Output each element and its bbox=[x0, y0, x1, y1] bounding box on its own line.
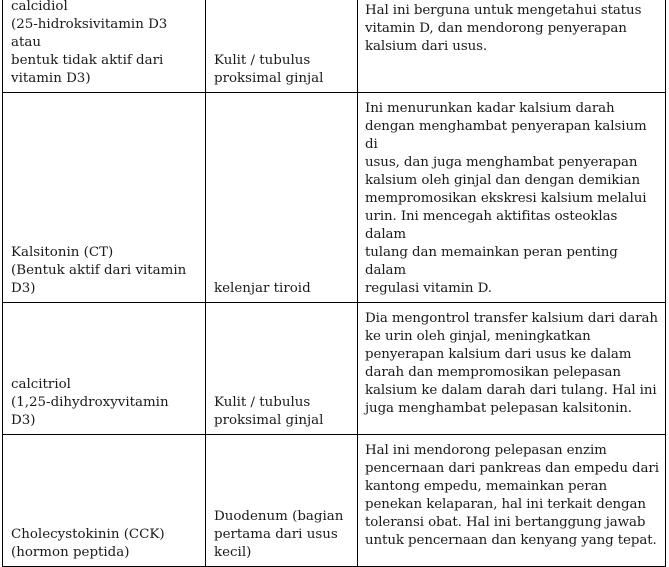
cell-line: pencernaan dari pankreas dan empedu dari bbox=[365, 461, 659, 476]
cell-line: kalsium dari usus. bbox=[365, 39, 488, 54]
hormone-name-cell bbox=[3, 93, 206, 303]
hormone-name-cell bbox=[3, 435, 206, 567]
cell-line: vitamin D, dan mendorong penyerapan bbox=[365, 21, 627, 36]
cell-line: juga menghambat pelepasan kalsitonin. bbox=[365, 401, 632, 416]
cell-line: mempromosikan ekskresi kalsium melalui bbox=[365, 191, 647, 206]
hormone-source-cell bbox=[206, 435, 358, 567]
cell-line: tulang dan memainkan peran penting dalam bbox=[365, 245, 618, 278]
cell-line: darah dan mempromosikan pelepasan bbox=[365, 365, 621, 380]
hormone-name-cell bbox=[3, 0, 206, 93]
cell-line: Kalsitonin (CT) bbox=[11, 245, 114, 260]
cell-line: Hal ini mendorong pelepasan enzim bbox=[365, 443, 607, 458]
cell-line: Kulit / tubulus bbox=[214, 53, 311, 68]
hormone-function-cell bbox=[358, 303, 666, 435]
cell-line: toleransi obat. Hal ini bertanggung jawab bbox=[365, 515, 646, 530]
cell-line: Dia mengontrol transfer kalsium dari darah bbox=[365, 311, 658, 326]
hormone-source-cell bbox=[206, 0, 358, 93]
cell-line: calcidiol bbox=[11, 0, 68, 14]
cell-line: kantong empedu, memainkan peran bbox=[365, 479, 608, 494]
cell-line: D3) bbox=[11, 281, 36, 296]
cell-line: (Bentuk aktif dari vitamin bbox=[11, 263, 187, 278]
table-row bbox=[3, 93, 666, 303]
cell-line: vitamin D3) bbox=[11, 71, 91, 86]
cell-line: kelenjar tiroid bbox=[214, 281, 311, 296]
cell-line: kalsium oleh ginjal dan dengan demikian bbox=[365, 173, 640, 188]
cell-line: dengan menghambat penyerapan kalsium di bbox=[365, 119, 647, 152]
cell-line: Hal ini berguna untuk mengetahui status bbox=[365, 3, 642, 18]
cell-line: (25-hidroksivitamin D3 atau bbox=[11, 17, 168, 50]
cell-line: (hormon peptida) bbox=[11, 545, 130, 560]
cell-line: proksimal ginjal bbox=[214, 413, 324, 428]
cell-line: kecil) bbox=[214, 545, 252, 560]
hormone-source-cell bbox=[206, 303, 358, 435]
cell-line: calcitriol bbox=[11, 377, 71, 392]
cell-line: bentuk tidak aktif dari bbox=[11, 53, 164, 68]
cell-line: proksimal ginjal bbox=[214, 71, 324, 86]
table-row bbox=[3, 435, 666, 567]
cell-line: regulasi vitamin D. bbox=[365, 281, 492, 296]
cell-line: ke urin oleh ginjal, meningkatkan bbox=[365, 329, 591, 344]
cell-line: urin. Ini mencegah aktifitas osteoklas dalam bbox=[365, 209, 618, 242]
cell-line: kalsium ke dalam darah dari tulang. Hal ini bbox=[365, 383, 657, 398]
cell-line: Duodenum (bagian bbox=[214, 509, 344, 524]
cell-line: pertama dari usus bbox=[214, 527, 338, 542]
cell-line: untuk pencernaan dan kenyang yang tepat. bbox=[365, 533, 657, 548]
cell-line: (1,25-dihydroxyvitamin D3) bbox=[11, 395, 169, 428]
cell-line: Ini menurunkan kadar kalsium darah bbox=[365, 101, 615, 116]
hormone-function-cell bbox=[358, 0, 666, 93]
table-row bbox=[3, 0, 666, 93]
hormone-source-cell bbox=[206, 93, 358, 303]
cell-line: Kulit / tubulus bbox=[214, 395, 311, 410]
hormone-table bbox=[2, 0, 666, 567]
cell-line: Cholecystokinin (CCK) bbox=[11, 527, 165, 542]
cell-line: usus, dan juga menghambat penyerapan bbox=[365, 155, 638, 170]
cell-line: penekan kelaparan, hal ini terkait dengan bbox=[365, 497, 646, 512]
hormone-function-cell bbox=[358, 435, 666, 567]
hormone-name-cell bbox=[3, 303, 206, 435]
table-row bbox=[3, 303, 666, 435]
hormone-function-cell bbox=[358, 93, 666, 303]
cell-line: penyerapan kalsium dari usus ke dalam bbox=[365, 347, 632, 362]
